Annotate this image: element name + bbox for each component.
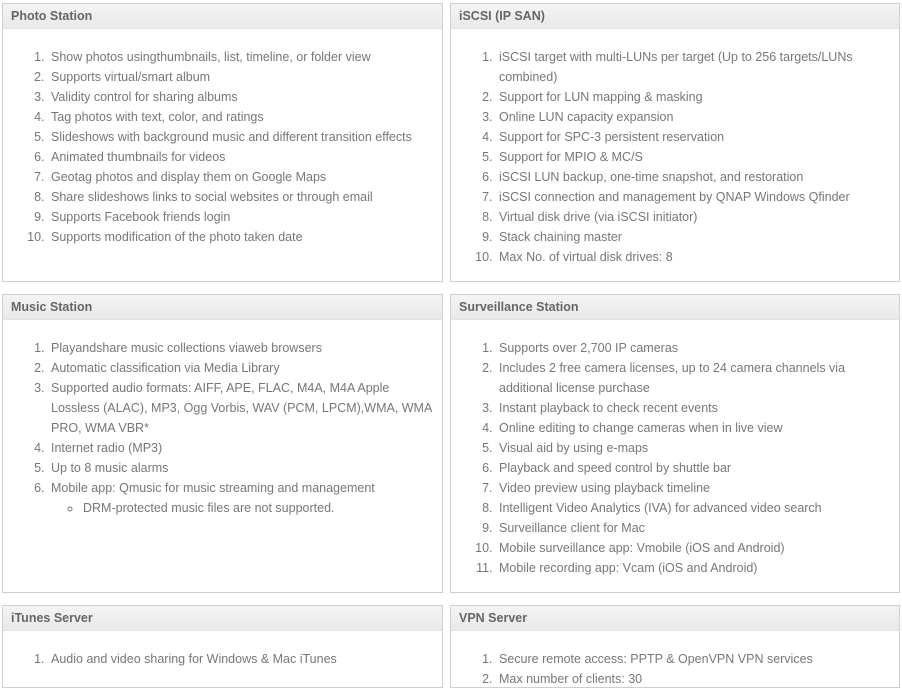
section-vpn-server <box>450 605 900 688</box>
feature-item-text: Tag photos with text, color, and ratings <box>51 110 264 124</box>
feature-item-text: Stack chaining master <box>499 230 622 244</box>
section-title-surveillance-station: Surveillance Station <box>451 295 899 320</box>
feature-item <box>48 87 434 107</box>
feature-item <box>48 378 434 438</box>
feature-item-text: Geotag photos and display them on Google Maps <box>51 170 327 184</box>
feature-item <box>496 518 891 538</box>
feature-sublist <box>51 498 434 518</box>
feature-item <box>496 167 891 187</box>
feature-item-text: Supports Facebook friends login <box>51 210 231 224</box>
feature-item <box>48 127 434 147</box>
section-title-iscsi-ip-san: iSCSI (IP SAN) <box>451 4 899 29</box>
section-itunes-server <box>2 605 443 688</box>
feature-item-text: Max number of clients: 30 <box>499 672 643 686</box>
feature-item-text: Mobile app: Qmusic for music streaming and management <box>51 481 375 495</box>
feature-item <box>48 358 434 378</box>
feature-item <box>48 438 434 458</box>
feature-item <box>48 67 434 87</box>
feature-item <box>48 167 434 187</box>
feature-item-text: Slideshows with background music and different transition effects <box>51 130 412 144</box>
feature-item-text: Playback and speed control by shuttle bar <box>499 461 732 475</box>
feature-item-text: Includes 2 free camera licenses, up to 24 camera channels via additional license purchase <box>499 361 846 395</box>
feature-item <box>496 398 891 418</box>
feature-item-text: Support for LUN mapping & masking <box>499 90 703 104</box>
section-title-itunes-server: iTunes Server <box>3 606 442 631</box>
feature-item <box>48 107 434 127</box>
feature-item <box>496 127 891 147</box>
feature-item <box>496 147 891 167</box>
section-surveillance-station <box>450 294 900 593</box>
feature-list-vpn-server <box>451 649 899 688</box>
feature-item <box>48 649 434 669</box>
section-title-music-station: Music Station <box>3 295 442 320</box>
feature-item <box>48 458 434 478</box>
feature-item-text: Mobile recording app: Vcam (iOS and Android) <box>499 561 758 575</box>
feature-item <box>496 338 891 358</box>
feature-item-text: iSCSI target with multi-LUNs per target (Up to 256 targets/LUNs combined) <box>499 50 853 84</box>
feature-item-text: iSCSI connection and management by QNAP Windows Qfinder <box>499 190 850 204</box>
feature-item <box>496 227 891 247</box>
feature-item-text: Up to 8 music alarms <box>51 461 169 475</box>
feature-item-text: Surveillance client for Mac <box>499 521 645 535</box>
feature-item <box>496 207 891 227</box>
feature-item <box>496 478 891 498</box>
feature-item-text: Online LUN capacity expansion <box>499 110 674 124</box>
feature-item <box>48 147 434 167</box>
feature-item <box>496 247 891 267</box>
feature-item <box>496 438 891 458</box>
feature-item-text: Animated thumbnails for videos <box>51 150 226 164</box>
feature-list-photo-station <box>3 47 442 247</box>
section-title-vpn-server: VPN Server <box>451 606 899 631</box>
feature-item-text: Visual aid by using e-maps <box>499 441 649 455</box>
feature-item-text: Video preview using playback timeline <box>499 481 710 495</box>
section-music-station <box>2 294 443 593</box>
feature-item-text: Max No. of virtual disk drives: 8 <box>499 250 673 264</box>
feature-item <box>496 669 891 688</box>
feature-item-text: Audio and video sharing for Windows & Mac iTunes <box>51 652 337 666</box>
feature-item-text: Support for MPIO & MC/S <box>499 150 643 164</box>
feature-item <box>496 649 891 669</box>
feature-item-text: Intelligent Video Analytics (IVA) for advanced video search <box>499 501 822 515</box>
feature-item-text: Show photos usingthumbnails, list, timeline, or folder view <box>51 50 371 64</box>
feature-item-text: Supported audio formats: AIFF, APE, FLAC, M4A, M4A Apple Lossless (ALAC), MP3, Ogg Vorbis, WAV (PCM, LPCM),WMA, WMA PRO, WMA VBR* <box>51 381 432 435</box>
feature-list-itunes-server <box>3 649 442 669</box>
feature-item <box>496 498 891 518</box>
feature-item-text: Support for SPC-3 persistent reservation <box>499 130 725 144</box>
feature-list-surveillance-station <box>451 338 899 578</box>
feature-item-text: Instant playback to check recent events <box>499 401 718 415</box>
section-iscsi-ip-san <box>450 3 900 282</box>
feature-item-text: Secure remote access: PPTP & OpenVPN VPN services <box>499 652 813 666</box>
feature-item <box>496 538 891 558</box>
feature-item-text: Supports modification of the photo taken date <box>51 230 303 244</box>
feature-item <box>496 418 891 438</box>
feature-item <box>48 207 434 227</box>
feature-item <box>48 187 434 207</box>
feature-item <box>496 458 891 478</box>
feature-item <box>496 358 891 398</box>
feature-item-text: Supports over 2,700 IP cameras <box>499 341 679 355</box>
feature-item-text: Internet radio (MP3) <box>51 441 163 455</box>
feature-item <box>496 187 891 207</box>
section-title-photo-station: Photo Station <box>3 4 442 29</box>
feature-item-text: Validity control for sharing albums <box>51 90 238 104</box>
feature-list-music-station <box>3 338 442 518</box>
feature-item <box>496 107 891 127</box>
feature-item-text: Mobile surveillance app: Vmobile (iOS and Android) <box>499 541 785 555</box>
feature-item <box>496 87 891 107</box>
feature-item <box>496 558 891 578</box>
feature-item-text: iSCSI LUN backup, one-time snapshot, and restoration <box>499 170 804 184</box>
feature-item-text: Share slideshows links to social websites or through email <box>51 190 373 204</box>
feature-item <box>496 47 891 87</box>
section-photo-station <box>2 3 443 282</box>
feature-item-text: Online editing to change cameras when in live view <box>499 421 783 435</box>
feature-item <box>48 47 434 67</box>
feature-list-iscsi-ip-san <box>451 47 899 267</box>
feature-subitem: ◦ DRM-protected music files are not supported. <box>82 498 434 518</box>
feature-item <box>48 478 434 518</box>
feature-item <box>48 227 434 247</box>
feature-item-text: Playandshare music collections viaweb browsers <box>51 341 322 355</box>
feature-item-text: Supports virtual/smart album <box>51 70 211 84</box>
feature-item-text: Automatic classification via Media Library <box>51 361 280 375</box>
feature-item <box>48 338 434 358</box>
feature-item-text: Virtual disk drive (via iSCSI initiator) <box>499 210 698 224</box>
